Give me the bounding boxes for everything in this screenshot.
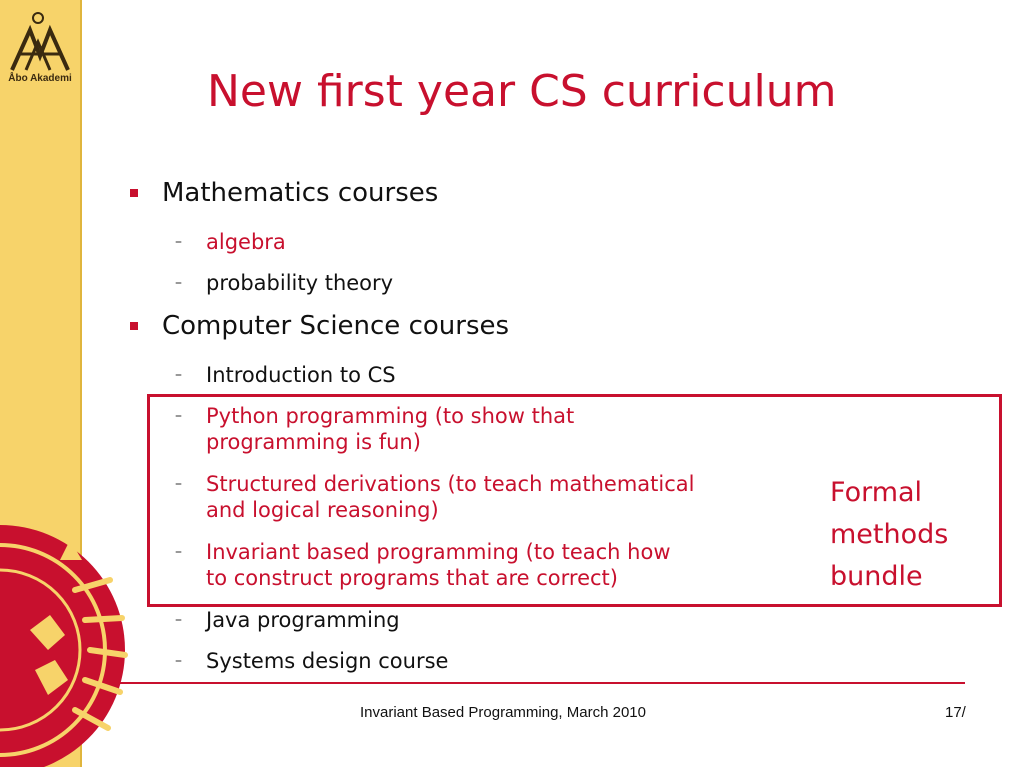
university-seal-icon xyxy=(0,520,130,767)
dash-bullet-icon: – xyxy=(175,275,182,291)
subbullet-label: Systems design course xyxy=(206,649,449,673)
subbullet-label: Introduction to CS xyxy=(206,363,396,387)
subbullet-label: Structured derivations (to teach mathematical and logical reasoning) xyxy=(206,472,695,522)
dash-bullet-icon: – xyxy=(175,408,182,424)
dash-bullet-icon: – xyxy=(175,544,182,560)
dash-bullet-icon: – xyxy=(175,234,182,250)
dash-bullet-icon: – xyxy=(175,476,182,492)
page-number: 17/ xyxy=(945,704,966,721)
logo-text: Åbo Akademi xyxy=(8,73,72,84)
subbullet-label: Java programming xyxy=(206,608,400,632)
square-bullet-icon xyxy=(130,189,138,197)
bullet-label: Computer Science courses xyxy=(162,311,510,341)
subbullet-label: probability theory xyxy=(206,271,394,295)
subbullet-label: Python programming (to show that programming is fun) xyxy=(206,404,575,454)
square-bullet-icon xyxy=(130,322,138,330)
footer-divider xyxy=(118,682,965,684)
dash-bullet-icon: – xyxy=(175,367,182,383)
dash-bullet-icon: – xyxy=(175,653,182,669)
footer-text: Invariant Based Programming, March 2010 xyxy=(360,704,646,721)
bullet-label: Mathematics courses xyxy=(162,178,439,208)
dash-bullet-icon: – xyxy=(175,612,182,628)
formal-methods-bundle-label: Formal methods bundle xyxy=(830,477,949,592)
slide-title: New first year CS curriculum xyxy=(207,66,837,117)
subbullet-label: Invariant based programming (to teach how to construct programs that are correct) xyxy=(206,540,671,590)
subbullet-label: algebra xyxy=(206,230,286,254)
branding-strip xyxy=(0,0,82,767)
